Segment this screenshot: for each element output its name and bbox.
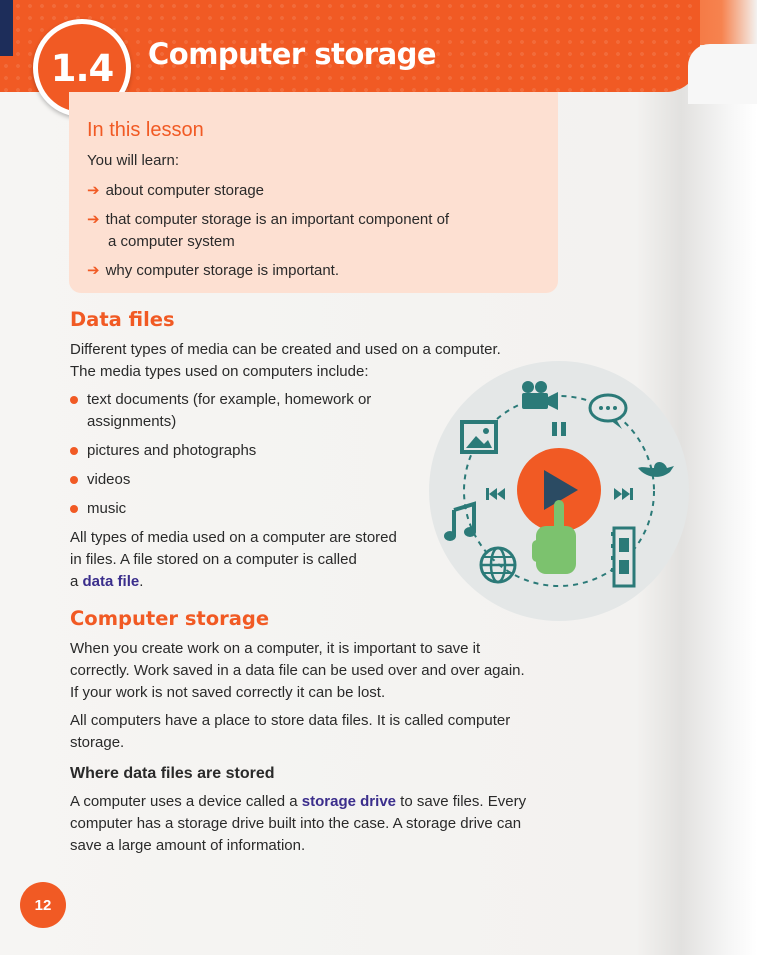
keyword-storage-drive: storage drive: [301, 793, 397, 810]
list-item: text documents (for example, homework or assignments): [70, 389, 371, 433]
lesson-intro: You will learn:: [87, 152, 179, 169]
page-title: Computer storage: [148, 37, 437, 71]
section-number-badge: 1.4: [33, 19, 131, 117]
bullet-dot: [70, 396, 78, 404]
bullet-dot: [70, 447, 78, 455]
where-stored-subheading: Where data files are stored: [70, 765, 275, 782]
computer-storage-heading: Computer storage: [70, 607, 270, 630]
lesson-item: ➔ why computer storage is important.: [87, 262, 340, 279]
page-curl: [688, 44, 757, 104]
arrow-right-icon: ➔: [87, 182, 100, 199]
computer-storage-para-3: A computer uses a device called a storage drive to save files. Every computer has a storage drive built into the case. A storage drive can save a large amount of information.: [70, 793, 527, 854]
list-item: music: [70, 498, 126, 520]
media-types-illustration: [428, 360, 690, 622]
computer-storage-para-1: When you create work on a computer, it is important to save it correctly. Work saved in a data file can be used over and over again. If your work is not saved correctly it can be lost.: [70, 640, 525, 701]
page-number-badge: 12: [20, 882, 66, 928]
data-files-summary: All types of media used on a computer are stored in files. A file stored on a computer is called a data file.: [70, 529, 397, 590]
list-item: videos: [70, 469, 130, 491]
computer-storage-para-2: All computers have a place to store data files. It is called computer storage.: [70, 712, 511, 751]
film-strip-icon: [611, 528, 634, 586]
bullet-dot: [70, 505, 78, 513]
bullet-dot: [70, 476, 78, 484]
arrow-right-icon: ➔: [87, 211, 100, 228]
picture-icon: [462, 422, 496, 452]
keyword-data-file: data file: [82, 573, 140, 590]
data-files-intro: Different types of media can be created and used on a computer. The media types used on computers include:: [70, 341, 501, 380]
lesson-item: ➔ about computer storage: [87, 182, 265, 199]
lesson-heading: In this lesson: [87, 119, 204, 141]
list-item: pictures and photographs: [70, 440, 256, 462]
arrow-right-icon: ➔: [87, 262, 100, 279]
edge-tab: [0, 0, 13, 56]
data-files-heading: Data files: [70, 308, 175, 331]
lesson-item: ➔ that computer storage is an important component of a computer system: [87, 211, 450, 250]
